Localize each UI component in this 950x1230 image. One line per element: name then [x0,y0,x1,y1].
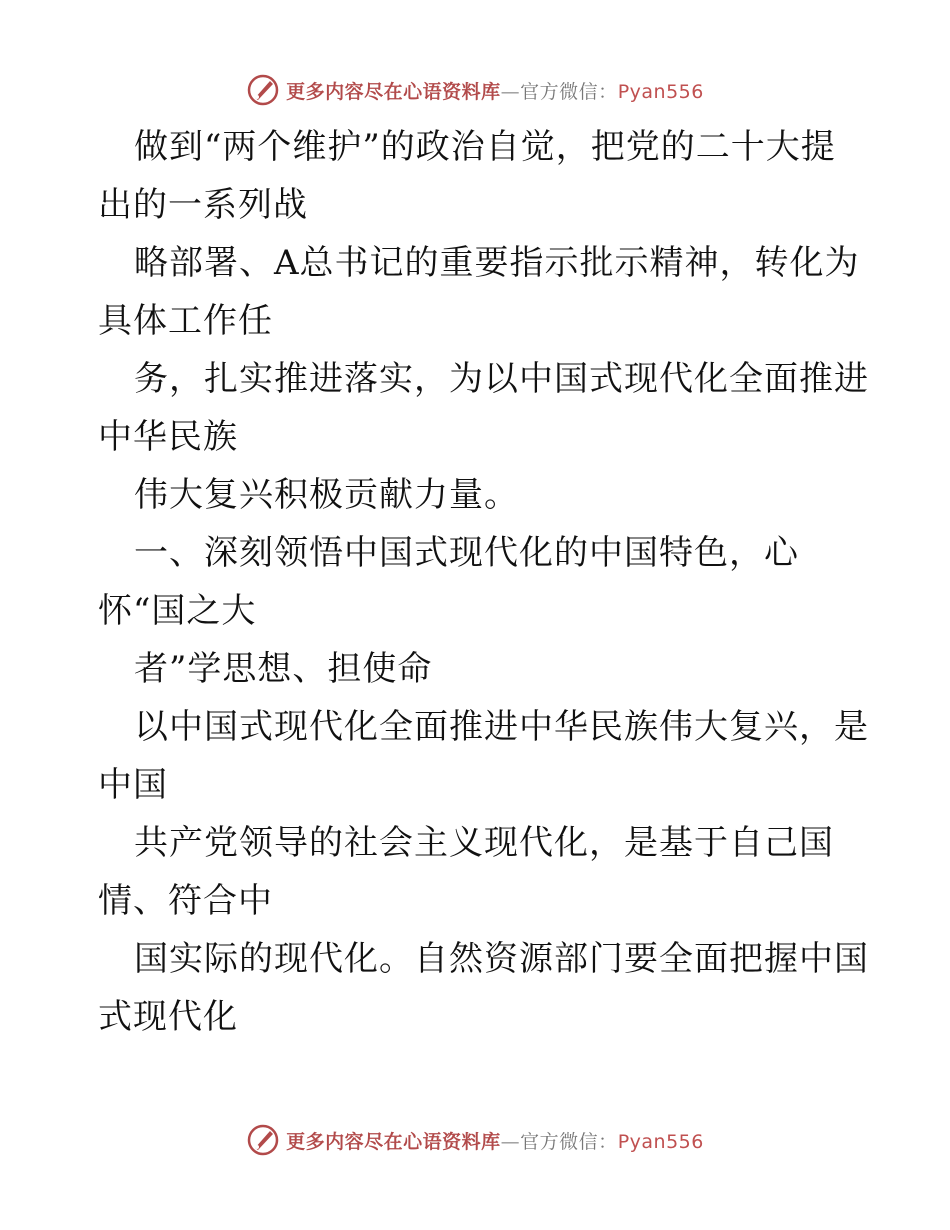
section-heading-line: 一、深刻领悟中国式现代化的中国特色，心 [134,533,799,573]
body-line: 具体工作任 [98,301,273,341]
pen-logo-icon [246,1123,280,1157]
footer-wechat-label: 官方微信： [520,1130,618,1153]
pen-logo-icon [246,73,280,107]
header-brand-text: 更多内容尽在心语资料库 [286,80,501,103]
section-heading-line: 怀“国之大 [98,591,257,631]
body-line: 共产党领导的社会主义现代化，是基于自己国 [134,823,834,863]
header-wechat-id: Pyan556 [617,80,704,103]
body-line: 出的一系列战 [98,185,308,225]
body-line: 中国 [98,765,168,805]
body-line: 务，扎实推进落实，为以中国式现代化全面推进 [134,359,869,399]
body-line: 略部署、A总书记的重要指示批示精神，转化为 [134,243,860,283]
body-line: 中华民族 [98,417,238,457]
footer-banner [0,1120,950,1160]
body-line: 做到“两个维护”的政治自觉，把党的二十大提 [134,127,836,167]
header-banner [0,70,950,110]
body-line: 国实际的现代化。自然资源部门要全面把握中国 [134,939,869,979]
footer-brand-text: 更多内容尽在心语资料库 [286,1130,501,1153]
body-line: 伟大复兴积极贡献力量。 [134,475,519,515]
header-separator: — [500,80,521,103]
header-wechat-label: 官方微信： [520,80,618,103]
section-heading-line: 者”学思想、担使命 [134,649,433,689]
footer-separator: — [500,1130,521,1153]
body-line: 情、符合中 [98,881,273,921]
document-body [98,118,869,1046]
body-line: 以中国式现代化全面推进中华民族伟大复兴，是 [134,707,869,747]
body-line: 式现代化 [98,997,238,1037]
footer-wechat-id: Pyan556 [617,1130,704,1153]
